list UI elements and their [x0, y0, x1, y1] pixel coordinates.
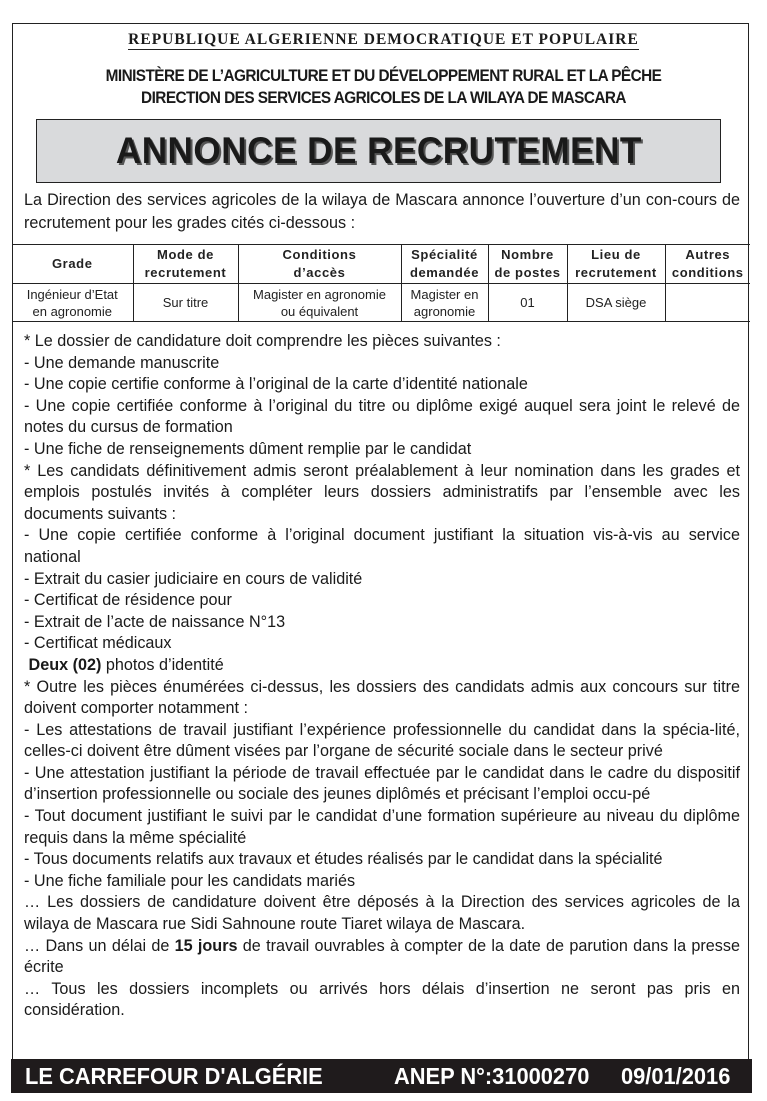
list-item	[24, 655, 740, 677]
table-cell	[567, 284, 665, 322]
cell-line: Sur titre	[162, 295, 209, 310]
column-header-line: conditions	[671, 265, 744, 280]
publication-date: 09/01/2016	[621, 1062, 731, 1089]
list-item: - Les attestations de travail justifiant l’expérience professionnelle du candidat dans la spécia-lité, celles-ci doivent être dûment visées par l’organe de sécurité sociale dans le secteur privé	[24, 720, 740, 761]
column-header-line: recrutement	[575, 265, 657, 280]
submission-address: … Les dossiers de candidature doivent être déposés à la Direction des services agricoles de la wilaya de Mascara rue Sidi Sahnoune route Tiaret wilaya de Mascara.	[24, 893, 740, 934]
deadline-days: 15 jours	[174, 936, 238, 955]
incomplete-notice: … Tous les dossiers incomplets ou arrivés hors délais d’insertion ne seront pas pris en considération.	[24, 979, 740, 1020]
cell-line: 01	[520, 295, 535, 310]
deadline-post: de travail ouvrables à compter de la date de parution dans la presse écrite	[24, 936, 740, 977]
cell-line: ou équivalent	[280, 303, 359, 319]
column-header	[12, 245, 133, 284]
list-item: - Une demande manuscrite	[24, 353, 220, 372]
table-cell	[665, 284, 750, 322]
column-header	[488, 245, 567, 284]
page-title: ANNONCE DE RECRUTEMENT	[115, 130, 642, 171]
table-row	[12, 284, 750, 322]
title-banner	[36, 119, 721, 183]
ministry-line-1: MINISTÈRE DE L’AGRICULTURE ET DU DÉVELOPPEMENT RURAL ET LA PÊCHE	[105, 67, 662, 85]
list-item: - Une attestation justifiant la période de travail effectuée par le candidat dans le cadre du dispositif d’insertion professionnelle ou sociale des jeunes diplômés et précisant l’emploi occu-pé	[24, 763, 740, 804]
column-header-line: d’accès	[293, 265, 346, 280]
column-header-line: Nombre	[501, 247, 554, 262]
table-header-row	[12, 245, 750, 284]
publication-name: LE CARREFOUR D'ALGÉRIE	[25, 1062, 323, 1089]
republic-heading	[0, 31, 767, 49]
table-cell	[133, 284, 238, 322]
list-item: - Une copie certifiée conforme à l’original document justifiant la situation vis-à-vis au service national	[24, 526, 740, 566]
intro-paragraph: La Direction des services agricoles de la wilaya de Mascara annonce l’ouverture d’un con-cours de recrutement pour les grades cités ci-dessous :	[24, 191, 740, 232]
table-cell	[12, 284, 133, 322]
photos-count: Deux (02)	[28, 655, 102, 674]
anep-number: ANEP N°:31000270	[394, 1062, 590, 1089]
dossier-intro: * Le dossier de candidature doit comprendre les pièces suivantes :	[24, 332, 501, 350]
column-header	[133, 245, 238, 284]
column-header	[665, 245, 750, 284]
additional-pieces-intro: * Outre les pièces énumérées ci-dessus, les dossiers des candidats admis aux concours sur titre doivent comporter notamment :	[24, 677, 740, 718]
recruitment-table	[12, 244, 750, 322]
photos-text: photos d’identité	[101, 655, 224, 674]
cell-line: Ingénieur d’Etat	[26, 286, 118, 302]
table-cell	[238, 284, 401, 322]
deadline-pre: … Dans un délai de	[24, 936, 175, 955]
cell-line: DSA siège	[585, 295, 647, 310]
admitted-candidates-intro: * Les candidats définitivement admis seront préalablement à leur nomination dans les grades et emplois postulés invités à compléter leurs dossiers administratifs par l’ensemble avec les documents suivants :	[24, 461, 740, 523]
ministry-heading	[0, 65, 767, 109]
column-header	[567, 245, 665, 284]
ministry-line-2: DIRECTION DES SERVICES AGRICOLES DE LA WILAYA DE MASCARA	[141, 89, 626, 107]
cell-line: Magister en agronomie	[253, 286, 386, 302]
list-item: - Certificat médicaux	[24, 634, 172, 653]
list-item: - Une copie certifiée conforme à l’original du titre ou diplôme exigé auquel sera joint le relevé de notes du cursus de formation	[24, 396, 740, 437]
column-header-line: Spécialité	[411, 247, 478, 262]
table-cell	[401, 284, 488, 322]
requirements-body	[24, 331, 740, 1022]
list-item: - Une copie certifie conforme à l’original de la carte d’identité nationale	[24, 375, 528, 394]
publication-footer	[11, 1059, 752, 1093]
column-header-line: Conditions	[282, 247, 357, 262]
column-header	[401, 245, 488, 284]
cell-line: agronomie	[413, 303, 476, 319]
column-header-line: Autres	[685, 247, 731, 262]
table-cell	[488, 284, 567, 322]
column-header-line: demandée	[409, 265, 480, 280]
list-item: - Extrait de l’acte de naissance N°13	[24, 612, 286, 631]
list-item: - Certificat de résidence pour	[24, 591, 232, 610]
column-header-line: Mode de	[157, 247, 214, 262]
column-header	[238, 245, 401, 284]
column-header-line: Grade	[51, 256, 93, 271]
list-item: - Extrait du casier judiciaire en cours de validité	[24, 569, 363, 588]
list-item: - Une fiche de renseignements dûment remplie par le candidat	[24, 439, 472, 458]
republic-text: REPUBLIQUE ALGERIENNE DEMOCRATIQUE ET POPULAIRE	[128, 31, 639, 48]
submission-deadline	[24, 936, 740, 979]
list-item: - Tout document justifiant le suivi par le candidat d’une formation supérieure au niveau du diplôme requis dans la même spécialité	[24, 807, 740, 847]
cell-line: Magister en	[410, 286, 479, 302]
column-header-line: Lieu de	[591, 247, 641, 262]
list-item: - Tous documents relatifs aux travaux et études réalisés par le candidat dans la spécialité	[24, 850, 663, 869]
column-header-line: recrutement	[144, 265, 227, 280]
cell-line: en agronomie	[32, 303, 112, 319]
list-item: - Une fiche familiale pour les candidats mariés	[24, 871, 356, 890]
column-header-line: de postes	[494, 265, 561, 280]
